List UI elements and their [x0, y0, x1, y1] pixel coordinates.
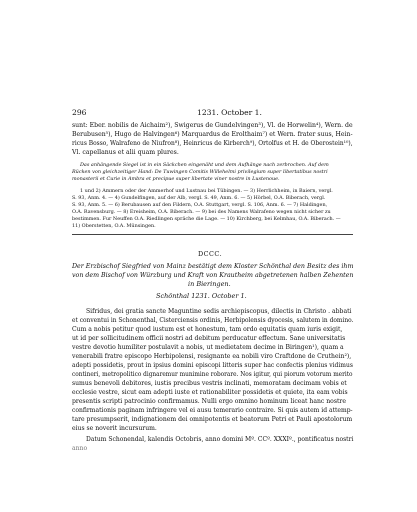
- witness-line: sunt: Eber. nobilis de Aichaim²), Swigerus de Gundelvingen³), Vl. de Horwelin⁴), Wern. de: [72, 122, 353, 129]
- running-title: 1231. October 1.: [197, 108, 262, 117]
- witness-line: ricus Bosso, Walrafeno de Niufron⁸), Heinricus de Kirberch⁹), Ortolfus et H. de Oberostein¹⁰),: [72, 140, 353, 147]
- body-line: contineri, metropolitico dignaremur munimine roborare. Nos igitur, qui piorum votorum merito: [72, 371, 353, 378]
- body-line: vestre devotio humiliter postulavit a nobis, ut medietatem decime in Biringen¹), quam a: [72, 344, 344, 351]
- body-line: Cum a nobis petitur quod iustum est et honestum, tam ordo equitatis quam iuris exigit,: [72, 326, 343, 333]
- body-line: eius se noverit incursurum.: [72, 425, 157, 432]
- body-line: et conventui in Schonenthal, Cisterciensis ordinis, Herbipolensis dyocesis, salutem in domino.: [72, 317, 354, 324]
- body-line: Datum Schonendal, kalendis Octobris, anno domini Mº. CCº. XXXIº., pontificatus nostri: [86, 436, 354, 443]
- regest-line: Der Erzbischof Siegfried von Mainz bestätigt dem Kloster Schönthal den Besitz des ihm: [72, 262, 354, 270]
- witness-line: Vl. capellanus et alii quam plures.: [72, 149, 179, 156]
- seal-note-line: Das anhängende Siegel ist in ein Säckchen eingenäht und dem Aufhänge nach zerbrochen. Auf dem: [80, 162, 329, 168]
- charter-number: DCCC.: [198, 250, 223, 258]
- regest-line: von dem Bischof von Würzburg und Kraft von Krautheim abgetretenen halben Zehenten: [72, 271, 354, 279]
- footnote-line: O.A. Ravensburg. — 8) Ereisheim, O.A. Biberach. — 9) bei des Namens Walrafeno wegen nicht sicher zu: [72, 209, 331, 215]
- witness-line: Berubusen⁵), Hugo de Halvingen⁶) Marquardus de Erolthaim⁷) et Wern. frater suus, Hein-: [72, 131, 353, 138]
- footnote-line: bestimmen. Fur Neuffen O.A. Riedlingen spräche die Lage. — 10) Kirchberg, bei Kelmhau, O.A. Biberach. —: [72, 216, 341, 222]
- body-line: sumus benevoli debitores, iustis precibus vestris inclinati, memoratam decimam vobis et: [72, 380, 347, 387]
- footnote-line: 1 und 2) Ammern oder der Ammerhof und Lustnau bei Tübingen. — 3) Herrlichheim, in Baiern, vergl.: [80, 188, 333, 194]
- footnote-line: S. 93, Anm. 5. — 6) Berubausen auf den Fildern, O.A. Stuttgart, vergl. S. 106, Anm. 6. — 7) Haldingen,: [72, 202, 328, 208]
- body-line: adepti possidetis, prout in ipsius domini episcopi litteris super hac confectis plenius vidimus: [72, 362, 353, 369]
- regest-line: in Bieringen.: [188, 280, 231, 288]
- body-line: venerabili fratre episcopo Herbipolensi, resignante ea nobili viro Craftdone de Cruthein²),: [72, 353, 352, 360]
- body-line: tare presumpserit, indignationem dei omnipotentis et beatorum Petri et Pauli apostolorum: [72, 416, 353, 423]
- seal-note-line: monasterii et Curie in Ambra et precipue super libertate viner nostre in Lustenoue.: [72, 176, 280, 182]
- place-date: Schönthal 1231. October 1.: [156, 292, 247, 300]
- body-line: presentis scripti patrocinio confirmamus. Nulli ergo omnino hominum liceat hanc nostre: [72, 398, 346, 405]
- body-line: ut id per sollicitudinem officii nostri ad debitum perducatur effectum. Sane universitatis: [72, 335, 346, 342]
- section-rule: [72, 234, 353, 235]
- page-number: 296: [72, 108, 87, 117]
- footnote-line: S. 93, Anm. 4. — 4) Gundelfingen, auf der Alb, vergl. S. 49, Anm. 6. — 5) Hörbel, O.A. Biberach, vergl.: [72, 195, 326, 201]
- body-line: Sifridus, dei gratia sancte Maguntine sedis archiepiscopus, dilectis in Christo . abbati: [86, 308, 352, 315]
- body-line: ecclesie vestre, sicut eam adepti iuste et rationabiliter possidetis et quiete, ita eam vobis: [72, 389, 348, 396]
- footnote-line: 11) Oberstetten, O.A. Münsingen.: [72, 223, 156, 229]
- cut-off-line: anno: [72, 445, 88, 452]
- body-line: confirmationis paginam infringere vel ei ausu temerario contraire. Si quis autem id attemp-: [72, 407, 353, 414]
- seal-note-line: Rücken von gleichzeitiger Hand: De Tuwingen Comitis Willehelmi privilegium super libertatibus nostri: [72, 169, 328, 175]
